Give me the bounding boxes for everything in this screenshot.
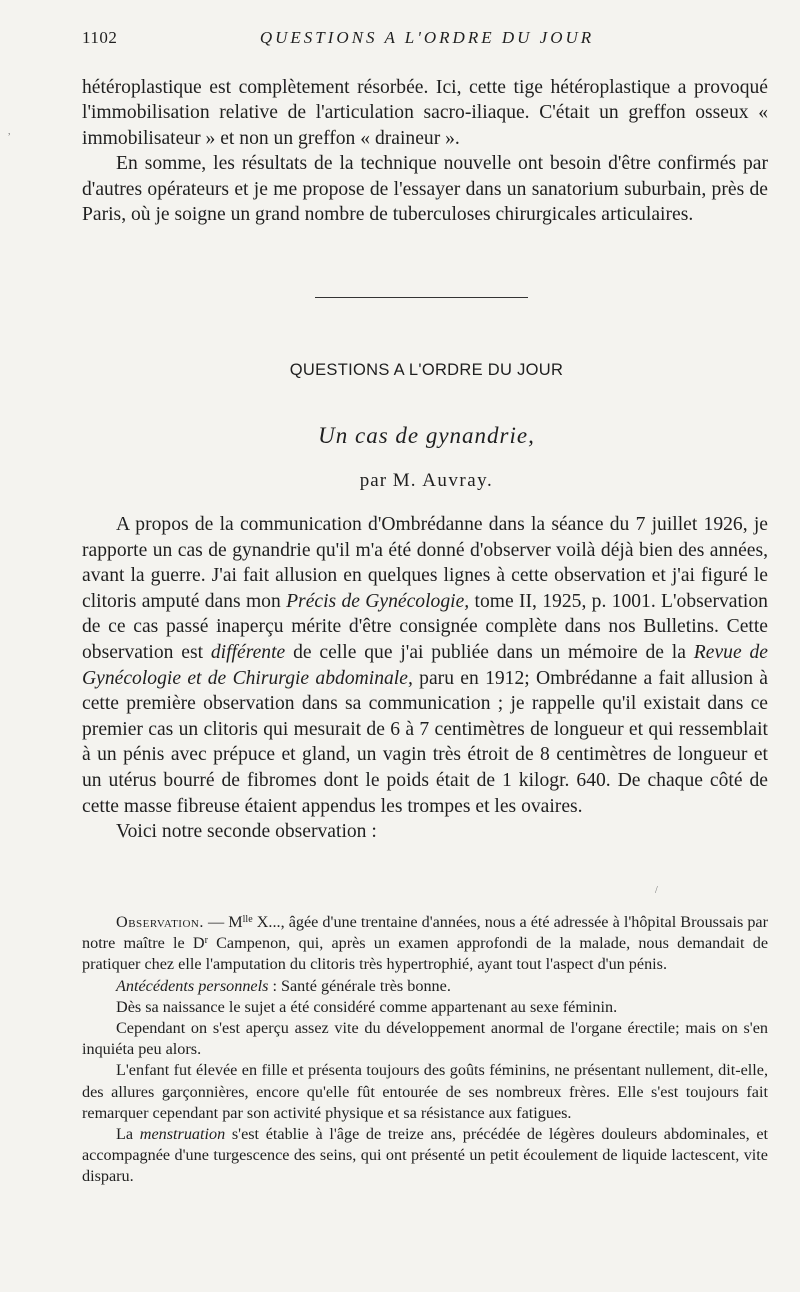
paragraph bbox=[82, 912, 768, 976]
running-head bbox=[82, 28, 772, 50]
superscript: r bbox=[204, 935, 208, 947]
observation-block bbox=[82, 912, 768, 1188]
author-initial: M. bbox=[392, 470, 417, 491]
text-run: : Santé générale très bonne. bbox=[268, 976, 451, 995]
text-run: La bbox=[116, 1125, 134, 1144]
book-title: Précis de Gynécologie, bbox=[286, 590, 470, 612]
text-run: A propos de la communication d'Ombrédanne dans la séance du 7 juillet 1926, je rapporte un cas de gynandrie qu'il m'a été donné d'observer voilà déjà bien des années, avant la guerre. J'ai fait allusion en quelques lignes à cette observation et j'ai figuré le clitoris amputé dans mon bbox=[82, 514, 768, 612]
margin-mark: / bbox=[655, 885, 658, 896]
paragraph: Voici notre seconde observation : bbox=[116, 821, 377, 843]
journal-title: Revue de Gynécologie et de Chirurgie abdominale, bbox=[82, 641, 768, 689]
paragraph bbox=[82, 976, 768, 997]
observation-label: Observation. bbox=[116, 913, 204, 931]
emphasis: menstruation bbox=[139, 1125, 226, 1144]
article-intro bbox=[82, 512, 768, 845]
author-name: Auvray. bbox=[422, 470, 494, 491]
paragraph: L'enfant fut élevée en fille et présenta toujours des goûts féminins, ne présentant nullement, dit-elle, des allures garçonnières, encore qu'elle fût entourée de ses nombreux frères. Elle s'est toujours fait remarquer cependant par son activité physique et sa résistance aux fatigues. bbox=[82, 1061, 768, 1122]
paragraph bbox=[82, 1124, 768, 1188]
article-title: Un cas de gynandrie, bbox=[318, 423, 535, 448]
page-number: 1102 bbox=[82, 28, 118, 47]
emphasis: différente bbox=[210, 641, 286, 663]
subheading: Antécédents personnels bbox=[116, 976, 269, 995]
paragraph: Cependant on s'est aperçu assez vite du développement anormal de l'organe érectile; mais on s'en inquiéta peu alors. bbox=[82, 1019, 768, 1059]
paragraph bbox=[82, 512, 768, 819]
text-run: Campenon, qui, après un examen approfondi de la malade, nous demandait de pratiquer chez elle l'amputation du clitoris très hypertrophié, ayant tout l'aspect d'un pénis. bbox=[82, 934, 768, 974]
text-run: de celle que j'ai publiée dans un mémoire de la bbox=[293, 641, 686, 663]
section-divider bbox=[315, 297, 528, 298]
paragraph: Dès sa naissance le sujet a été considéré comme appartenant au sexe féminin. bbox=[116, 997, 618, 1016]
dash: — bbox=[203, 913, 229, 931]
paragraph: En somme, les résultats de la technique nouvelle ont besoin d'être confirmés par d'autres opérateurs et je me propose de l'essayer dans un sanatorium suburbain, près de Paris, où je soigne un grand nombre de tuberculoses chirurgicales articulaires. bbox=[82, 153, 768, 226]
running-title: QUESTIONS A L'ORDRE DU JOUR bbox=[259, 28, 595, 47]
preceding-article-text bbox=[82, 75, 768, 227]
byline-prefix: par bbox=[359, 470, 388, 491]
text-run: tome II, 1925, p. 1001. L'observation de ce cas passé inaperçu mérite d'être consignée complète dans nos Bulletins. Cette observation est bbox=[82, 590, 768, 663]
section-title: QUESTIONS A L'ORDRE DU JOUR bbox=[289, 361, 564, 379]
text-run: s'est établie à l'âge de treize ans, précédée de légères douleurs abdominales, et accompagnée d'une turgescence des seins, qui ont présenté un petit écoulement de liquide lactescent, vite disparu. bbox=[82, 1125, 769, 1186]
paragraph: hétéroplastique est complètement résorbée. Ici, cette tige hétéroplastique a provoqué l'immobilisation relative de l'articulation sacro-iliaque. C'était un greffon osseux « immobilisateur » et non un greffon « draineur ». bbox=[82, 77, 768, 149]
superscript: lle bbox=[242, 914, 253, 925]
byline bbox=[0, 470, 800, 492]
margin-mark: , bbox=[8, 126, 11, 137]
text-run: M bbox=[228, 913, 243, 931]
text-run: paru en 1912; Ombrédanne a fait allusion à cette première observation dans sa communication ; je rappelle qu'il existait dans ce premier cas un clitoris qui mesurait de 6 à 7 centimètres de longueur et qui ressemblait à un pénis avec prépuce et gland, un vagin très étroit de 8 centimètres de longueur et un utérus bourré de fibromes dont le poids était de 1 kilogr. 640. De chaque côté de cette masse fibreuse étaient appendus les trompes et les ovaires. bbox=[82, 667, 768, 817]
text-run: X..., âgée d'une trentaine d'années, nous a été adressée à l'hôpital Broussais par notre maître le D bbox=[82, 913, 768, 953]
